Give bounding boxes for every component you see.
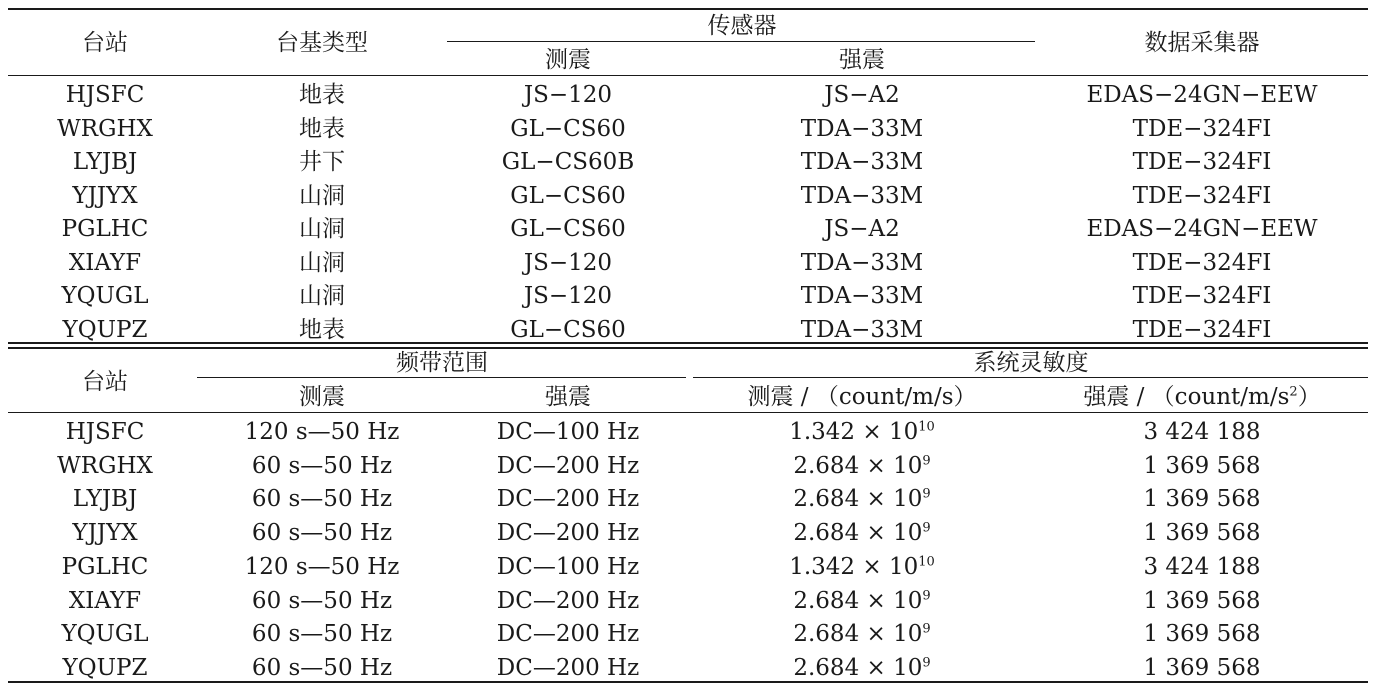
table-separator-rule-2 — [8, 347, 1368, 349]
band-strong-cell: DC—200 Hz — [496, 520, 640, 547]
sensitivity-strong-cell: 1 369 568 — [1143, 486, 1261, 513]
sensitivity-weak-cell — [793, 622, 930, 646]
band-strong-cell: DC—100 Hz — [496, 553, 640, 580]
station-cell: YQUPZ — [62, 654, 148, 681]
table-separator-rule-1 — [8, 342, 1368, 344]
sensitivity-exponent: 9 — [922, 453, 931, 469]
band-strong-cell: DC—100 Hz — [496, 419, 640, 445]
sensitivity-strong-cell: 3 424 188 — [1143, 553, 1261, 580]
sensitivity-weak-cell — [789, 420, 935, 444]
table2-header-sens-strong — [1083, 385, 1320, 409]
station-cell: LYJBJ — [72, 149, 138, 175]
sensitivity-exponent: 9 — [922, 621, 931, 637]
weak-sensor-cell: GL−CS60 — [510, 115, 626, 142]
datalogger-cell: TDE−324FI — [1132, 316, 1272, 343]
station-cell: LYJBJ — [72, 486, 138, 513]
base-type-cell: 山洞 — [299, 283, 345, 309]
datalogger-cell: EDAS−24GN−EEW — [1086, 216, 1318, 242]
datalogger-cell: TDE−324FI — [1132, 283, 1272, 309]
sensitivity-strong-cell: 1 369 568 — [1143, 452, 1261, 479]
station-cell: WRGHX — [57, 115, 153, 142]
weak-sensor-cell: GL−CS60B — [501, 149, 635, 175]
station-cell: HJSFC — [65, 82, 145, 108]
table2-bottom-rule — [8, 681, 1368, 683]
table2-header-station: 台站 — [82, 369, 128, 395]
sensitivity-exponent: 10 — [918, 419, 935, 435]
station-cell: PGLHC — [61, 553, 149, 580]
sensitivity-weak-cell — [793, 589, 930, 613]
sensitivity-base: 1.342 × 10 — [789, 419, 919, 445]
station-cell: PGLHC — [61, 216, 149, 242]
weak-sensor-cell: GL−CS60 — [510, 316, 626, 343]
base-type-cell: 山洞 — [299, 216, 345, 242]
sensitivity-weak-cell — [793, 454, 930, 478]
sensitivity-exponent: 10 — [918, 554, 935, 570]
station-cell: YQUPZ — [62, 316, 148, 343]
band-strong-cell: DC—200 Hz — [496, 587, 640, 614]
datalogger-cell: TDE−324FI — [1132, 149, 1272, 175]
strong-sensor-cell: JS−A2 — [824, 216, 900, 242]
strong-sensor-cell: TDA−33M — [800, 316, 924, 343]
table2-header-band-strong: 强震 — [545, 384, 591, 410]
sensitivity-strong-cell: 1 369 568 — [1143, 654, 1261, 681]
strong-sensor-cell: TDA−33M — [800, 283, 924, 309]
base-type-cell: 地表 — [299, 82, 345, 108]
band-weak-cell: 120 s—50 Hz — [244, 419, 400, 445]
station-cell: XIAYF — [68, 249, 142, 276]
strong-sensor-cell: TDA−33M — [800, 182, 924, 209]
base-type-cell: 地表 — [299, 115, 345, 142]
band-strong-cell: DC—200 Hz — [496, 621, 640, 648]
band-weak-cell: 120 s—50 Hz — [244, 553, 400, 580]
sens-strong-close: ） — [1297, 384, 1321, 410]
strong-sensor-cell: TDA−33M — [800, 149, 924, 175]
sens-strong-label: 强震 / （count/m/s — [1083, 384, 1290, 410]
sensitivity-strong-cell: 1 369 568 — [1143, 587, 1261, 614]
station-cell: WRGHX — [57, 452, 153, 479]
band-weak-cell: 60 s—50 Hz — [251, 654, 393, 681]
station-cell: YQUGL — [61, 621, 149, 648]
sensitivity-base: 2.684 × 10 — [793, 654, 923, 681]
base-type-cell: 山洞 — [299, 249, 345, 276]
strong-sensor-cell: JS−A2 — [824, 82, 900, 108]
weak-sensor-cell: GL−CS60 — [510, 182, 626, 209]
sensitivity-strong-cell: 1 369 568 — [1143, 520, 1261, 547]
band-strong-cell: DC—200 Hz — [496, 654, 640, 681]
station-cell: HJSFC — [65, 419, 145, 445]
table2-sensitivity-rule — [693, 377, 1368, 378]
sensitivity-exponent: 9 — [922, 655, 931, 671]
station-cell: YJJYX — [72, 182, 138, 209]
weak-sensor-cell: JS−120 — [523, 82, 613, 108]
band-weak-cell: 60 s—50 Hz — [251, 621, 393, 648]
sensitivity-weak-cell — [793, 656, 930, 680]
strong-sensor-cell: TDA−33M — [800, 249, 924, 276]
strong-sensor-cell: TDA−33M — [800, 115, 924, 142]
sensitivity-base: 2.684 × 10 — [793, 486, 923, 513]
band-weak-cell: 60 s—50 Hz — [251, 486, 393, 513]
sensitivity-strong-cell: 1 369 568 — [1143, 621, 1261, 648]
sensitivity-base: 2.684 × 10 — [793, 621, 923, 648]
table1-header-base-type: 台基类型 — [276, 30, 368, 56]
sensitivity-base: 2.684 × 10 — [793, 520, 923, 547]
table2-header-rule — [8, 412, 1368, 413]
table1-top-rule — [8, 8, 1368, 10]
base-type-cell: 井下 — [299, 149, 345, 175]
sensitivity-exponent: 9 — [922, 587, 931, 603]
datalogger-cell: TDE−324FI — [1132, 249, 1272, 276]
table1-header-weak-motion: 测震 — [545, 47, 591, 73]
base-type-cell: 地表 — [299, 316, 345, 343]
band-strong-cell: DC—200 Hz — [496, 452, 640, 479]
datalogger-cell: TDE−324FI — [1132, 182, 1272, 209]
sensitivity-base: 1.342 × 10 — [789, 553, 919, 580]
table2-header-sens-weak: 测震 / （count/m/s） — [747, 384, 977, 410]
table2-header-sensitivity: 系统灵敏度 — [973, 350, 1089, 376]
sensitivity-exponent: 9 — [922, 486, 931, 502]
weak-sensor-cell: JS−120 — [523, 249, 613, 276]
station-cell: XIAYF — [68, 587, 142, 614]
sensitivity-strong-cell: 3 424 188 — [1143, 419, 1261, 445]
datalogger-cell: EDAS−24GN−EEW — [1086, 82, 1318, 108]
table1-header-datalogger: 数据采集器 — [1144, 30, 1260, 56]
sensitivity-weak-cell — [793, 521, 930, 545]
weak-sensor-cell: JS−120 — [523, 283, 613, 309]
sensitivity-base: 2.684 × 10 — [793, 587, 923, 614]
band-weak-cell: 60 s—50 Hz — [251, 520, 393, 547]
table1-header-strong-motion: 强震 — [839, 47, 885, 73]
sensitivity-exponent: 9 — [922, 520, 931, 536]
table2-band-rule — [197, 377, 686, 378]
base-type-cell: 山洞 — [299, 182, 345, 209]
datalogger-cell: TDE−324FI — [1132, 115, 1272, 142]
sensitivity-weak-cell — [793, 487, 930, 511]
table1-header-rule — [8, 75, 1368, 76]
sens-strong-exponent: 2 — [1289, 384, 1298, 400]
table2-header-band-weak: 测震 — [299, 384, 345, 410]
sensitivity-weak-cell — [789, 555, 935, 579]
table1-header-station: 台站 — [82, 30, 128, 56]
table1-header-sensor: 传感器 — [707, 13, 777, 39]
table1-sensor-rule — [447, 41, 1035, 42]
band-weak-cell: 60 s—50 Hz — [251, 452, 393, 479]
station-cell: YQUGL — [61, 283, 149, 309]
station-cell: YJJYX — [72, 520, 138, 547]
sensitivity-base: 2.684 × 10 — [793, 452, 923, 479]
band-weak-cell: 60 s—50 Hz — [251, 587, 393, 614]
band-strong-cell: DC—200 Hz — [496, 486, 640, 513]
table2-header-band: 频带范围 — [396, 350, 488, 376]
weak-sensor-cell: GL−CS60 — [510, 216, 626, 242]
